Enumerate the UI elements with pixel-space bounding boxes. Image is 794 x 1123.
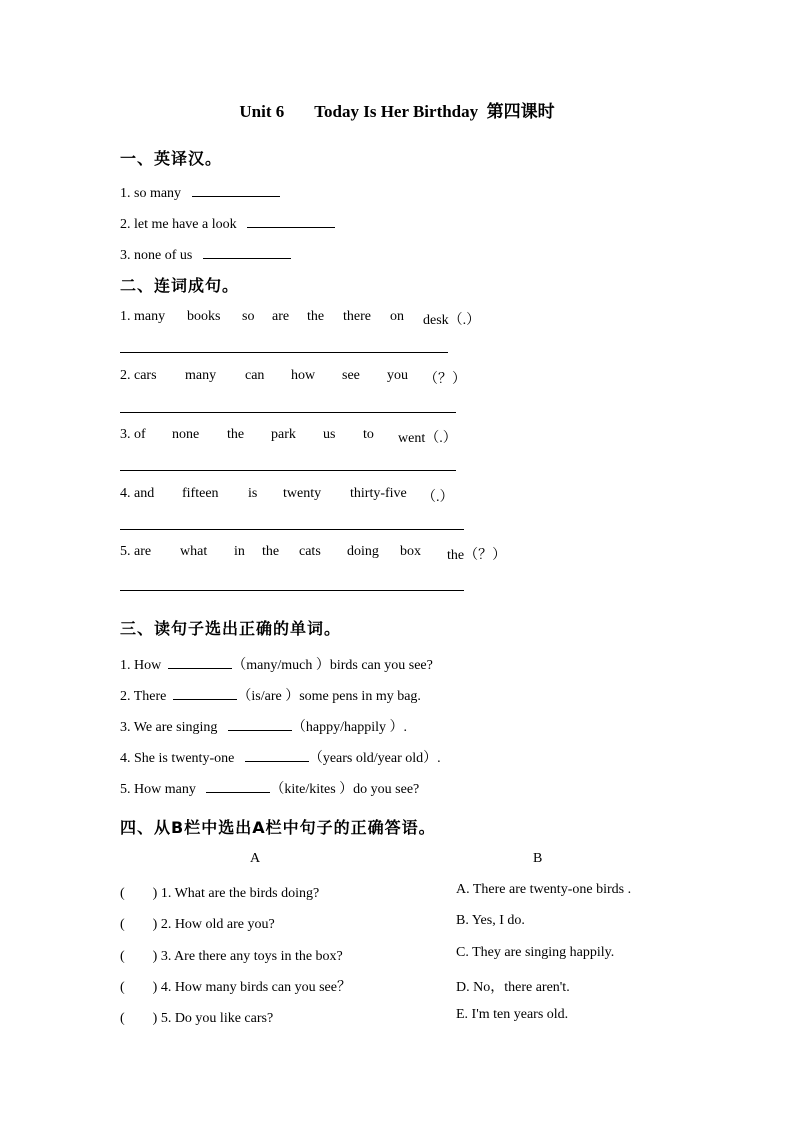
choice-item: 3. We are singing （happy/happily ）.	[120, 720, 407, 735]
word: twenty	[283, 486, 322, 501]
word: 2. cars	[120, 368, 157, 383]
match-answer: C. They are singing happily.	[456, 945, 615, 960]
word: there	[343, 309, 371, 324]
section1-heading: 一、英译汉。	[120, 149, 223, 168]
answer-line[interactable]	[120, 470, 456, 471]
word: what	[180, 544, 208, 559]
choice-item: 1. How （many/much ）birds can you see?	[120, 658, 433, 673]
word: park	[271, 427, 296, 442]
title-lesson: 第四课时	[486, 102, 555, 121]
title-name: Today Is Her Birthday	[314, 102, 479, 121]
match-answer: D. No，there aren't.	[456, 980, 570, 995]
word: books	[187, 309, 221, 324]
match-question: ( ) 1. What are the birds doing?	[120, 886, 320, 901]
column-b-label: B	[533, 851, 543, 866]
answer-blank[interactable]	[247, 215, 335, 228]
section1-item: 3. none of us	[120, 246, 291, 264]
word: see	[342, 368, 360, 383]
word: box	[400, 544, 421, 559]
section2-heading: 二、连词成句。	[120, 276, 240, 295]
title-unit: Unit 6	[239, 102, 285, 121]
word: to	[363, 427, 374, 442]
word: the（？）	[447, 548, 507, 563]
choice-item: 5. How many （kite/kites ）do you see?	[120, 782, 420, 797]
word: on	[390, 309, 404, 324]
word: fifteen	[182, 486, 219, 501]
word: is	[248, 486, 258, 501]
answer-blank[interactable]	[203, 246, 291, 259]
word: 4. and	[120, 486, 155, 501]
section3-heading: 三、读句子选出正确的单词。	[120, 619, 342, 638]
choice-item: 2. There （is/are ）some pens in my bag.	[120, 689, 421, 704]
word: 1. many	[120, 309, 166, 324]
word: desk（.）	[423, 313, 481, 328]
match-question: ( ) 5. Do you like cars?	[120, 1011, 274, 1026]
match-question: ( ) 4. How many birds can you see？	[120, 980, 351, 995]
word: so	[242, 309, 255, 324]
section1-item: 1. so many	[120, 184, 280, 202]
answer-blank[interactable]	[192, 184, 280, 197]
section4-heading: 四、从B栏中选出A栏中句子的正确答语。	[120, 818, 436, 837]
section1-item: 2. let me have a look	[120, 215, 335, 233]
word: how	[291, 368, 316, 383]
match-answer: E. I'm ten years old.	[456, 1007, 569, 1022]
answer-blank[interactable]	[173, 687, 237, 700]
word: can	[245, 368, 265, 383]
choice-item: 4. She is twenty-one （years old/year old）.	[120, 751, 441, 766]
answer-blank[interactable]	[228, 718, 292, 731]
match-answer: A. There are twenty-one birds .	[456, 882, 632, 897]
word: 3. of	[120, 427, 146, 442]
word: many	[185, 368, 217, 383]
word: the	[307, 309, 325, 324]
answer-line[interactable]	[120, 529, 464, 530]
word: doing	[347, 544, 379, 559]
word: the	[227, 427, 245, 442]
word: are	[272, 309, 290, 324]
word: in	[234, 544, 245, 559]
word: you	[387, 368, 408, 383]
word: （.）	[422, 490, 454, 505]
answer-blank[interactable]	[206, 780, 270, 793]
word: went（.）	[398, 431, 457, 446]
answer-line[interactable]	[120, 352, 448, 353]
match-answer: B. Yes, I do.	[456, 913, 525, 928]
word: the	[262, 544, 280, 559]
word: 5. are	[120, 544, 152, 559]
word: us	[323, 427, 336, 442]
word: thirty-five	[350, 486, 407, 501]
word: none	[172, 427, 200, 442]
word: cats	[299, 544, 321, 559]
match-question: ( ) 3. Are there any toys in the box?	[120, 949, 343, 964]
answer-blank[interactable]	[245, 749, 309, 762]
column-a-label: A	[250, 851, 261, 866]
page-title	[0, 97, 794, 122]
answer-blank[interactable]	[168, 656, 232, 669]
word: （？）	[424, 372, 466, 387]
answer-line[interactable]	[120, 590, 464, 591]
answer-line[interactable]	[120, 412, 456, 413]
match-question: ( ) 2. How old are you?	[120, 917, 275, 932]
